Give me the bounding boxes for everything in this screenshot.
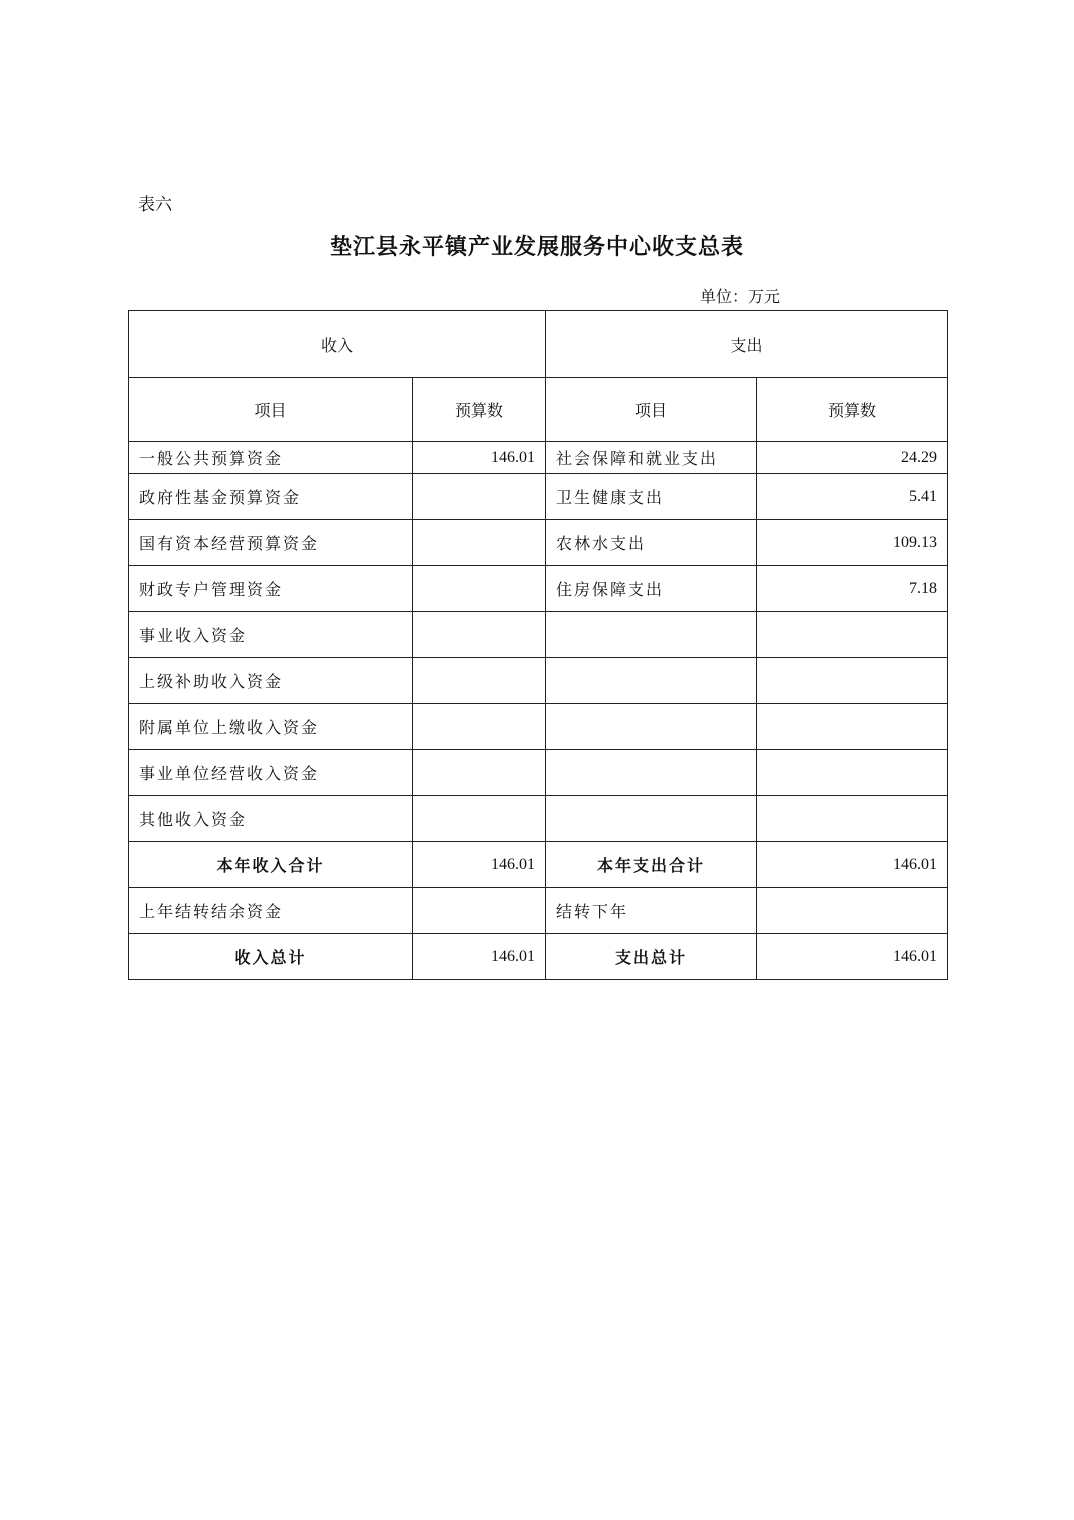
expense-item-cell — [546, 704, 757, 750]
expense-item-cell: 本年支出合计 — [546, 842, 757, 888]
unit-label: 单位：万元 — [700, 287, 781, 306]
income-item-cell: 国有资本经营预算资金 — [129, 520, 413, 566]
income-item-cell: 事业单位经营收入资金 — [129, 750, 413, 796]
income-item-cell: 政府性基金预算资金 — [129, 474, 413, 520]
income-value-cell — [413, 750, 546, 796]
income-item-cell: 收入总计 — [129, 934, 413, 980]
income-item-cell: 上级补助收入资金 — [129, 658, 413, 704]
expense-item-cell: 住房保障支出 — [546, 566, 757, 612]
table-row — [129, 566, 948, 612]
expense-item-cell: 农林水支出 — [546, 520, 757, 566]
table-row — [129, 442, 948, 474]
expense-value-cell: 109.13 — [757, 520, 948, 566]
expense-value-cell: 5.41 — [757, 474, 948, 520]
income-item-cell: 附属单位上缴收入资金 — [129, 704, 413, 750]
income-value-cell — [413, 796, 546, 842]
income-item-cell: 本年收入合计 — [129, 842, 413, 888]
expense-value-cell: 7.18 — [757, 566, 948, 612]
table-row — [129, 658, 948, 704]
income-value-cell — [413, 520, 546, 566]
expense-item-cell: 结转下年 — [546, 888, 757, 934]
income-value-cell: 146.01 — [413, 442, 546, 474]
income-item-cell: 上年结转结余资金 — [129, 888, 413, 934]
expense-value-cell — [757, 750, 948, 796]
income-value-cell — [413, 566, 546, 612]
expense-value-cell — [757, 888, 948, 934]
header-row-sub — [129, 378, 948, 442]
table-row — [129, 888, 948, 934]
income-value-cell — [413, 888, 546, 934]
table-row — [129, 934, 948, 980]
expense-item-cell — [546, 796, 757, 842]
expense-item-cell: 卫生健康支出 — [546, 474, 757, 520]
table-row — [129, 750, 948, 796]
page-title: 垫江县永平镇产业发展服务中心收支总表 — [329, 234, 744, 260]
expense-value-cell — [757, 704, 948, 750]
table-row — [129, 520, 948, 566]
income-item-header: 项目 — [129, 378, 413, 442]
income-value-cell — [413, 474, 546, 520]
income-value-cell: 146.01 — [413, 842, 546, 888]
income-budget-header: 预算数 — [413, 378, 546, 442]
expense-item-cell: 支出总计 — [546, 934, 757, 980]
income-item-cell: 事业收入资金 — [129, 612, 413, 658]
income-value-cell: 146.01 — [413, 934, 546, 980]
income-item-cell: 其他收入资金 — [129, 796, 413, 842]
expense-item-header: 项目 — [546, 378, 757, 442]
expense-value-cell: 146.01 — [757, 842, 948, 888]
expense-value-cell — [757, 796, 948, 842]
table-row — [129, 474, 948, 520]
income-header: 收入 — [129, 311, 546, 378]
table-row — [129, 796, 948, 842]
expense-value-cell — [757, 612, 948, 658]
table-row — [129, 704, 948, 750]
income-item-cell: 一般公共预算资金 — [129, 442, 413, 474]
expense-item-cell: 社会保障和就业支出 — [546, 442, 757, 474]
income-value-cell — [413, 658, 546, 704]
income-value-cell — [413, 704, 546, 750]
expense-value-cell: 146.01 — [757, 934, 948, 980]
expense-item-cell — [546, 750, 757, 796]
expense-budget-header: 预算数 — [757, 378, 948, 442]
expense-item-cell — [546, 612, 757, 658]
header-row-top — [129, 311, 948, 378]
budget-table — [128, 310, 948, 980]
table-row — [129, 612, 948, 658]
income-item-cell: 财政专户管理资金 — [129, 566, 413, 612]
income-value-cell — [413, 612, 546, 658]
table-row — [129, 842, 948, 888]
expense-value-cell — [757, 658, 948, 704]
expense-value-cell: 24.29 — [757, 442, 948, 474]
table-label: 表六 — [138, 195, 172, 215]
expense-item-cell — [546, 658, 757, 704]
expense-header: 支出 — [546, 311, 948, 378]
